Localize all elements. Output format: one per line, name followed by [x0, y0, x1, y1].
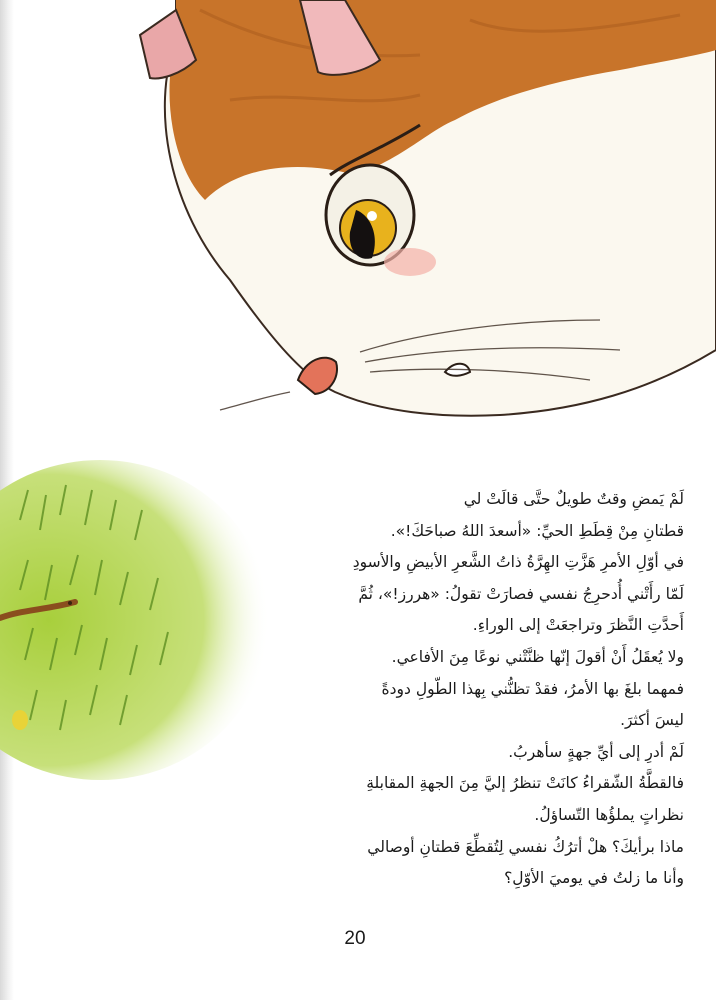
page-number: 20: [344, 928, 366, 949]
cat-face-illustration: [0, 0, 716, 440]
story-line: قطتانِ مِنْ قِطَطِ الحيِّ: «أسعدَ اللهُ صباحَكَ!».: [390, 521, 684, 540]
grass-illustration: [0, 460, 270, 780]
story-line: لَمْ أدرِ إلى أيِّ جهةٍ سأهربُ.: [508, 742, 684, 761]
story-text: [276, 484, 684, 895]
grass-patch: [0, 460, 270, 780]
story-line: لَمّا رأَتْني أُدحرِجُ نفسي فصارَتْ تقولُ: «هررز!»، ثُمَّ: [358, 584, 684, 603]
story-line: نظراتٍ يملؤُها التّساؤلُ.: [534, 805, 684, 824]
story-line: ولا يُعقَلُ أَنْ أقولَ إنّها ظنَّتْني نوعًا مِنَ الأفاعي.: [391, 647, 684, 666]
story-line: ماذا برأيكَ؟ هلْ أترُكُ نفسي لِتُقطِّعَ قطتانِ أوصالي: [367, 837, 684, 856]
cat-eye-highlight: [367, 211, 377, 221]
yellow-flower: [12, 710, 28, 730]
story-line: ليسَ أكثرَ.: [620, 711, 684, 730]
story-line: فالقطَّةُ الشّقراءُ كانَتْ تنظرُ إليَّ مِنَ الجهةِ المقابلةِ: [366, 774, 684, 793]
cat-blush: [384, 248, 436, 276]
story-line: في أوّلِ الأمرِ هَزَّتِ الهِرَّةُ ذاتُ الشَّعرِ الأبيضِ والأسودِ: [352, 553, 684, 572]
story-line: أَحدَّتِ النَّظرَ وتراجعَتْ إلى الوراءِ.: [472, 616, 684, 635]
story-line: وأنا ما زلتُ في يوميَ الأوّلِ؟: [504, 869, 684, 888]
story-line: لَمْ يَمضِ وقتٌ طويلٌ حتَّى قالَتْ لي: [463, 490, 684, 508]
story-line: فمهما بلغَ بها الأمرُ، فقدْ تظنُّني بِهذا الطّولِ دودةً: [381, 679, 684, 698]
worm-dot: [68, 601, 72, 605]
